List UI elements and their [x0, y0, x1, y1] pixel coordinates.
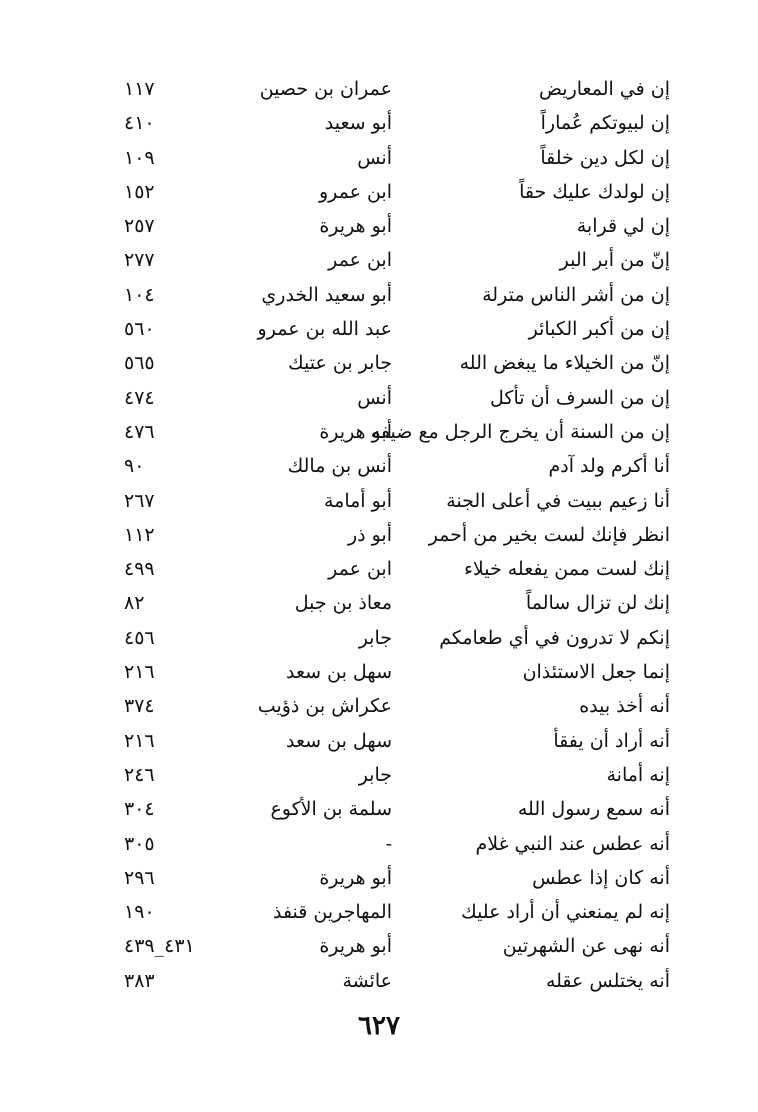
hadith-text: إنك لست ممن يفعله خيلاء	[463, 558, 670, 581]
index-row	[0, 759, 758, 793]
hadith-text: أنه سمع رسول الله	[517, 798, 670, 821]
narrator-name: جابر بن عتيك	[288, 352, 392, 375]
index-row	[0, 347, 758, 381]
hadith-text: إن لبيوتكم عُماراً	[540, 112, 670, 135]
index-row	[0, 210, 758, 244]
page-reference: ٢٩٦	[124, 866, 155, 889]
index-row	[0, 656, 758, 690]
index-row	[0, 622, 758, 656]
narrator-name: ابن عمر	[328, 249, 392, 272]
hadith-text: إنكم لا تدرون في أي طعامكم	[439, 626, 670, 649]
hadith-text: إنك لن تزال سالماً	[525, 592, 670, 615]
hadith-text: إن في المعاريض	[539, 78, 670, 100]
narrator-name: أبو سعيد	[324, 112, 392, 135]
page-reference: ٤٧٤	[124, 386, 155, 409]
narrator-name: -	[385, 832, 392, 855]
index-row	[0, 313, 758, 347]
index-row	[0, 450, 758, 484]
index-row	[0, 587, 758, 621]
page-reference: ٤٩٩	[124, 558, 155, 581]
narrator-name: جابر	[358, 763, 392, 786]
narrator-name: أبو هريرة	[319, 935, 392, 958]
index-row	[0, 416, 758, 450]
index-row	[0, 862, 758, 896]
index-row	[0, 896, 758, 930]
narrator-name: أنس بن مالك	[287, 455, 392, 478]
hadith-index-list	[0, 73, 758, 999]
index-row	[0, 828, 758, 862]
hadith-text: انظر فإنك لست بخير من أحمر	[428, 523, 670, 546]
page-number: ٦٢٧	[358, 1011, 400, 1041]
hadith-text: إن لولدك عليك حقاً	[519, 180, 670, 203]
index-row	[0, 279, 758, 313]
index-row	[0, 725, 758, 759]
page-reference: ٤٥٦	[124, 626, 155, 649]
hadith-text: أنا زعيم ببيت في أعلى الجنة	[446, 489, 670, 512]
narrator-name: أنس	[357, 386, 392, 409]
hadith-text: إن من أشر الناس مترلة	[482, 283, 670, 306]
narrator-name: ابن عمرو	[318, 180, 392, 203]
index-row	[0, 382, 758, 416]
narrator-name: عبد الله بن عمرو	[257, 318, 392, 341]
narrator-name: أبو ذر	[347, 523, 392, 546]
page-reference: ١٥٢	[124, 180, 155, 203]
page-reference: ١١٢	[124, 523, 155, 546]
hadith-text: أنه يختلس عقله	[545, 969, 670, 992]
page-reference: ٣٧٤	[124, 695, 155, 718]
index-row	[0, 553, 758, 587]
index-row	[0, 73, 758, 107]
hadith-text: إن لي قرابة	[576, 215, 670, 238]
page-reference: ٣٠٥	[124, 832, 155, 855]
hadith-text: إن من السرف أن تأكل	[490, 386, 670, 409]
hadith-text: إنما جعل الاستئذان	[522, 661, 670, 684]
page-reference: ٢٥٧	[124, 215, 155, 238]
index-row	[0, 519, 758, 553]
page-reference: ٢١٦	[124, 661, 155, 684]
page-reference: ٢٧٧	[124, 249, 155, 272]
narrator-name: أبو هريرة	[319, 866, 392, 889]
page-reference: ١٠٩	[124, 146, 155, 169]
narrator-name: أنس	[357, 146, 392, 169]
page-reference: ٥٦٠	[124, 318, 155, 341]
narrator-name: أبو سعيد الخدري	[261, 283, 392, 306]
narrator-name: سلمة بن الأكوع	[270, 798, 392, 821]
page-reference: ٤٧٦	[124, 420, 155, 443]
narrator-name: أبو هريرة	[319, 215, 392, 238]
page-reference: ٥٦٥	[124, 352, 155, 375]
hadith-text: إنه أمانة	[606, 763, 670, 786]
hadith-text: إنّ من الخيلاء ما يبغض الله	[459, 352, 670, 375]
narrator-name: سهل بن سعد	[286, 729, 392, 752]
narrator-name: ابن عمر	[328, 558, 392, 581]
index-row	[0, 107, 758, 141]
page-reference: ٤١٠	[124, 112, 155, 135]
page-reference: ٣٠٤	[124, 798, 155, 821]
hadith-text: أنا أكرم ولد آدم	[548, 455, 670, 478]
page-reference: ٢١٦	[124, 729, 155, 752]
hadith-text: أنه كان إذا عطس	[532, 866, 670, 889]
index-row	[0, 793, 758, 827]
hadith-text: إنه لم يمنعني أن أراد عليك	[461, 901, 670, 924]
hadith-text: أنه أخذ بيده	[579, 695, 670, 718]
page-reference: ٣٨٣	[124, 969, 155, 992]
hadith-text: أنه عطس عند النبي غلام	[475, 832, 670, 855]
page-reference: ٢٦٧	[124, 489, 155, 512]
page-reference: ٩٠	[124, 455, 145, 478]
index-row	[0, 142, 758, 176]
narrator-name: أبو أمامة	[323, 489, 392, 512]
narrator-name: المهاجرين قنفذ	[272, 901, 392, 924]
index-row	[0, 930, 758, 964]
hadith-text: إن من أكبر الكبائر	[528, 318, 670, 341]
narrator-name: معاذ بن جبل	[294, 592, 392, 615]
page-reference: ١١٧	[124, 78, 155, 100]
index-row	[0, 965, 758, 999]
hadith-text: أنه نهى عن الشهرتين	[502, 935, 670, 958]
index-row	[0, 244, 758, 278]
narrator-name: عمران بن حصين	[259, 78, 392, 100]
hadith-text: أنه أراد أن يفقأ	[553, 729, 670, 752]
hadith-text: إن من السنة أن يخرج الرجل مع ضيفه	[370, 420, 670, 443]
index-row	[0, 176, 758, 210]
page-reference: ١٠٤	[124, 283, 155, 306]
narrator-name: أبو هريرة	[319, 420, 392, 443]
page-reference: ٤٣١_٤٣٩	[124, 935, 195, 958]
page-reference: ١٩٠	[124, 901, 155, 924]
hadith-text: إنّ من أبر البر	[559, 249, 670, 272]
narrator-name: سهل بن سعد	[286, 661, 392, 684]
narrator-name: عكراش بن ذؤيب	[257, 695, 392, 718]
page-reference: ٨٢	[124, 592, 145, 615]
index-row	[0, 485, 758, 519]
narrator-name: جابر	[358, 626, 392, 649]
narrator-name: عائشة	[342, 969, 392, 992]
hadith-text: إن لكل دين خلقاً	[540, 146, 670, 169]
index-row	[0, 690, 758, 724]
page-reference: ٢٤٦	[124, 763, 155, 786]
